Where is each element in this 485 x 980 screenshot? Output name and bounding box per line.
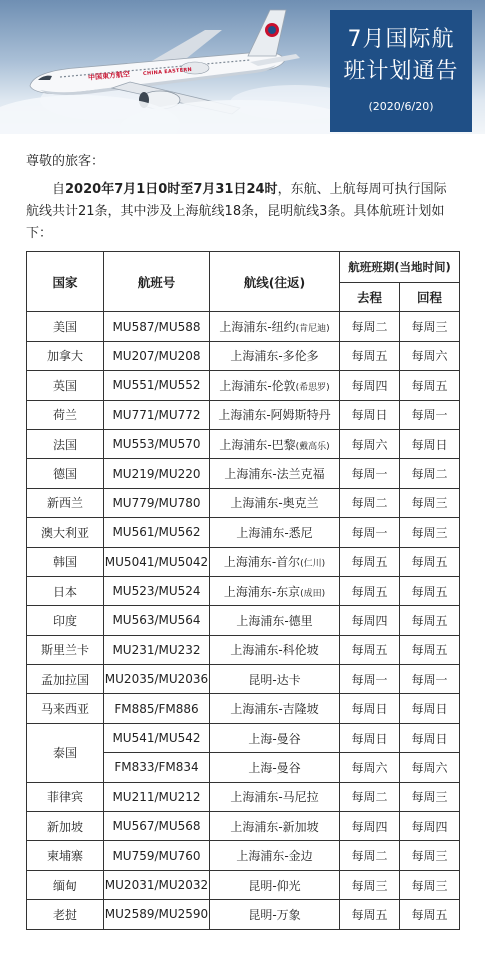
cell-country: 柬埔寨 — [27, 841, 104, 870]
header-return: 回程 — [400, 283, 460, 312]
cell-route — [210, 576, 340, 605]
cell-outbound-day: 每周五 — [340, 576, 400, 605]
cell-outbound-day: 每周三 — [340, 870, 400, 899]
cell-return-day: 每周日 — [400, 694, 460, 723]
intro-post: ，东航、上航每周可执行国际航线共计21条，其中涉及上海航线18条，昆明航线3条。具体航班计划如下： — [26, 182, 447, 241]
cell-country: 德国 — [27, 459, 104, 488]
cell-return-day: 每周五 — [400, 576, 460, 605]
table-row — [27, 341, 460, 370]
flight-schedule-table — [26, 251, 460, 930]
table-row — [27, 518, 460, 547]
cell-return-day: 每周六 — [400, 341, 460, 370]
cell-country: 美国 — [27, 312, 104, 341]
cell-return-day: 每周一 — [400, 400, 460, 429]
cell-return-day: 每周日 — [400, 429, 460, 458]
cell-country: 缅甸 — [27, 870, 104, 899]
cell-flight-number: MU2035/MU2036 — [104, 665, 210, 694]
cell-country: 新西兰 — [27, 488, 104, 517]
cell-return-day: 每周四 — [400, 812, 460, 841]
cell-flight-number: MU231/MU232 — [104, 635, 210, 664]
table-row — [27, 576, 460, 605]
notice-content — [0, 150, 485, 930]
cell-outbound-day: 每周一 — [340, 518, 400, 547]
cell-flight-number: MU779/MU780 — [104, 488, 210, 517]
table-row — [27, 606, 460, 635]
cell-route — [210, 841, 340, 870]
cell-flight-number: MU2589/MU2590 — [104, 900, 210, 929]
cell-route — [210, 812, 340, 841]
cell-return-day: 每周五 — [400, 371, 460, 400]
cell-country: 新加坡 — [27, 812, 104, 841]
cell-return-day: 每周五 — [400, 547, 460, 576]
table-row — [27, 665, 460, 694]
cell-route — [210, 547, 340, 576]
cell-country: 老挝 — [27, 900, 104, 929]
cell-route — [210, 635, 340, 664]
cell-route — [210, 782, 340, 811]
cell-country: 韩国 — [27, 547, 104, 576]
route-text: 昆明-仰光 — [248, 878, 301, 893]
table-row — [27, 488, 460, 517]
cell-return-day: 每周五 — [400, 900, 460, 929]
table-row — [27, 400, 460, 429]
route-text: 上海浦东-首尔 — [223, 555, 301, 570]
cell-country: 孟加拉国 — [27, 665, 104, 694]
cell-flight-number: MU561/MU562 — [104, 518, 210, 547]
cell-route — [210, 900, 340, 929]
cell-flight-number: FM833/FM834 — [104, 753, 210, 782]
route-text: 上海浦东-阿姆斯特丹 — [218, 408, 331, 423]
header-flight-number: 航班号 — [104, 252, 210, 312]
cell-flight-number: MU2031/MU2032 — [104, 870, 210, 899]
notice-title-line1: 7月国际航 — [347, 27, 455, 52]
cell-country: 斯里兰卡 — [27, 635, 104, 664]
route-text: 上海浦东-新加坡 — [230, 819, 319, 834]
route-text: 上海浦东-巴黎 — [219, 437, 296, 452]
cell-outbound-day: 每周五 — [340, 547, 400, 576]
cell-country: 马来西亚 — [27, 694, 104, 723]
cell-outbound-day: 每周五 — [340, 900, 400, 929]
cell-outbound-day: 每周六 — [340, 753, 400, 782]
cell-outbound-day: 每周五 — [340, 341, 400, 370]
table-row — [27, 429, 460, 458]
cell-country: 印度 — [27, 606, 104, 635]
notice-date: (2020/6/20) — [368, 100, 434, 113]
cell-route — [210, 870, 340, 899]
route-text: 上海浦东-法兰克福 — [224, 467, 325, 482]
cell-return-day: 每周一 — [400, 665, 460, 694]
table-row — [27, 694, 460, 723]
cell-country: 澳大利亚 — [27, 518, 104, 547]
cell-outbound-day: 每周日 — [340, 694, 400, 723]
cell-outbound-day: 每周二 — [340, 312, 400, 341]
cell-country: 泰国 — [27, 723, 104, 782]
route-text: 上海浦东-马尼拉 — [230, 790, 319, 805]
cell-return-day: 每周三 — [400, 782, 460, 811]
header-banner — [0, 0, 485, 134]
cell-outbound-day: 每周二 — [340, 841, 400, 870]
table-row — [27, 312, 460, 341]
cell-return-day: 每周日 — [400, 723, 460, 752]
header-country: 国家 — [27, 252, 104, 312]
route-text: 上海-曼谷 — [248, 760, 301, 775]
cell-country: 菲律宾 — [27, 782, 104, 811]
table-row — [27, 870, 460, 899]
cell-flight-number: MU219/MU220 — [104, 459, 210, 488]
cell-outbound-day: 每周二 — [340, 488, 400, 517]
cell-country: 加拿大 — [27, 341, 104, 370]
cell-flight-number: FM885/FM886 — [104, 694, 210, 723]
cell-return-day: 每周三 — [400, 841, 460, 870]
notice-title-box — [330, 10, 472, 132]
route-text: 上海浦东-伦敦 — [219, 378, 296, 393]
cell-route — [210, 488, 340, 517]
cell-return-day: 每周三 — [400, 518, 460, 547]
airport-note: (仁川) — [300, 559, 326, 570]
intro-pre: 自 — [52, 182, 66, 197]
cell-flight-number: MU587/MU588 — [104, 312, 210, 341]
route-text: 上海浦东-德里 — [236, 613, 313, 628]
cell-flight-number: MU553/MU570 — [104, 429, 210, 458]
table-row — [27, 841, 460, 870]
cell-return-day: 每周五 — [400, 606, 460, 635]
cell-flight-number: MU207/MU208 — [104, 341, 210, 370]
cell-outbound-day: 每周一 — [340, 665, 400, 694]
cell-route — [210, 400, 340, 429]
route-text: 上海浦东-纽约 — [219, 320, 296, 335]
cell-return-day: 每周二 — [400, 459, 460, 488]
cell-flight-number: MU211/MU212 — [104, 782, 210, 811]
cell-route — [210, 459, 340, 488]
cell-outbound-day: 每周四 — [340, 371, 400, 400]
route-text: 上海浦东-奥克兰 — [230, 496, 319, 511]
cell-route — [210, 665, 340, 694]
airport-note: (成田) — [300, 588, 326, 599]
route-text: 上海浦东-吉隆坡 — [230, 702, 319, 717]
table-row — [27, 812, 460, 841]
intro-paragraph — [26, 179, 459, 245]
cell-flight-number: MU567/MU568 — [104, 812, 210, 841]
cell-route — [210, 371, 340, 400]
cell-flight-number: MU771/MU772 — [104, 400, 210, 429]
cell-outbound-day: 每周四 — [340, 606, 400, 635]
route-text: 昆明-万象 — [248, 907, 301, 922]
airport-note: (戴高乐) — [295, 441, 330, 452]
header-period: 航班班期(当地时间) — [340, 252, 460, 283]
cell-country: 英国 — [27, 371, 104, 400]
route-text: 上海-曼谷 — [248, 731, 301, 746]
route-text: 上海浦东-金边 — [236, 849, 313, 864]
route-text: 上海浦东-东京 — [223, 584, 301, 599]
table-row — [27, 723, 460, 752]
cell-outbound-day: 每周五 — [340, 635, 400, 664]
cell-country: 荷兰 — [27, 400, 104, 429]
notice-title-line2: 班计划通告 — [343, 59, 459, 84]
cell-country: 日本 — [27, 576, 104, 605]
cell-return-day: 每周五 — [400, 635, 460, 664]
table-row — [27, 900, 460, 929]
table-row — [27, 782, 460, 811]
cell-route — [210, 518, 340, 547]
cell-return-day: 每周三 — [400, 488, 460, 517]
table-row — [27, 371, 460, 400]
route-text: 昆明-达卡 — [248, 672, 301, 687]
table-row — [27, 635, 460, 664]
route-text: 上海浦东-科伦坡 — [230, 643, 319, 658]
airport-note: (希思罗) — [295, 382, 330, 393]
cell-route — [210, 694, 340, 723]
cell-outbound-day: 每周日 — [340, 723, 400, 752]
cell-route — [210, 312, 340, 341]
intro-date-range: 2020年7月1日0时至7月31日24时 — [65, 182, 278, 197]
cell-route — [210, 429, 340, 458]
header-outbound: 去程 — [340, 283, 400, 312]
airline-logo-cn: 中国東方航空 — [87, 70, 131, 82]
cell-return-day: 每周六 — [400, 753, 460, 782]
airport-note: (肯尼迪) — [295, 324, 330, 335]
cell-flight-number: MU759/MU760 — [104, 841, 210, 870]
cell-return-day: 每周三 — [400, 312, 460, 341]
table-row — [27, 547, 460, 576]
airline-logo-en: CHINA EASTERN — [142, 66, 193, 78]
cell-flight-number: MU551/MU552 — [104, 371, 210, 400]
cell-route — [210, 753, 340, 782]
cell-outbound-day: 每周日 — [340, 400, 400, 429]
route-text: 上海浦东-悉尼 — [236, 525, 313, 540]
cell-route — [210, 606, 340, 635]
cell-flight-number: MU541/MU542 — [104, 723, 210, 752]
cell-flight-number: MU523/MU524 — [104, 576, 210, 605]
cell-flight-number: MU563/MU564 — [104, 606, 210, 635]
cell-outbound-day: 每周一 — [340, 459, 400, 488]
cell-route — [210, 723, 340, 752]
greeting: 尊敬的旅客： — [26, 154, 105, 169]
cell-country: 法国 — [27, 429, 104, 458]
table-row — [27, 459, 460, 488]
route-text: 上海浦东-多伦多 — [230, 349, 319, 364]
cell-outbound-day: 每周二 — [340, 782, 400, 811]
cell-outbound-day: 每周六 — [340, 429, 400, 458]
cell-route — [210, 341, 340, 370]
cell-return-day: 每周三 — [400, 870, 460, 899]
header-route: 航线(往返) — [210, 252, 340, 312]
cell-flight-number: MU5041/MU5042 — [104, 547, 210, 576]
cell-outbound-day: 每周四 — [340, 812, 400, 841]
